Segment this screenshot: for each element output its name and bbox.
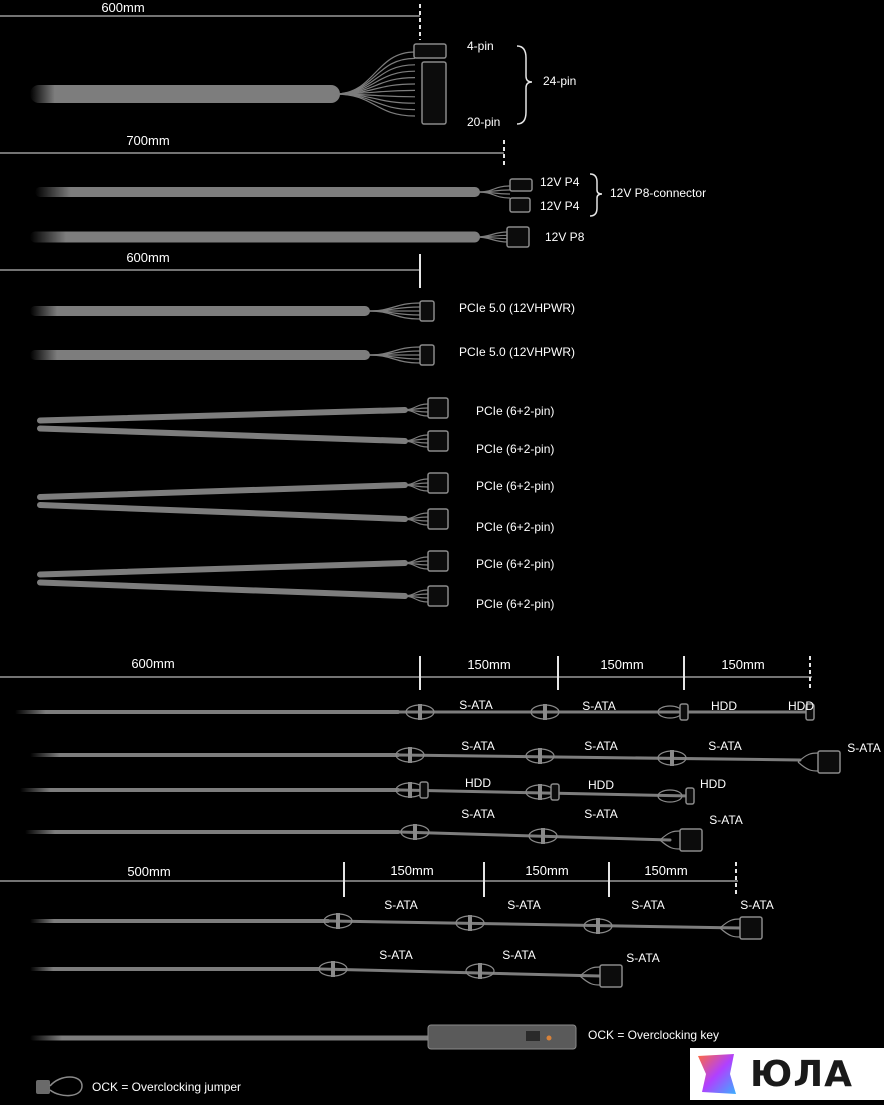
pcie-cable	[40, 410, 405, 421]
atx-cable	[30, 85, 340, 103]
sata-inline-connector	[468, 915, 472, 931]
pcie5-connector	[420, 301, 434, 321]
cpu-p8-label: 12V P8	[545, 230, 585, 244]
cpu-length-label: 700mm	[126, 133, 170, 148]
cpu-p8-connector	[507, 227, 529, 247]
atx-20pin-connector	[422, 62, 446, 124]
sata1-segment-label: 600mm	[131, 656, 175, 671]
cpu-p8-connector-label: 12V P8-connector	[610, 186, 707, 200]
pcie-6-2-connector	[428, 586, 448, 606]
sata2-label: S-ATA	[502, 948, 536, 962]
sata2-row1-cable	[330, 921, 740, 928]
sata-inline-connector	[336, 913, 340, 929]
atx-wire	[335, 65, 415, 94]
sata-inline-connector	[408, 747, 412, 763]
ock-key-switch	[526, 1031, 540, 1041]
pcie-6-2-label: PCIe (6+2-pin)	[476, 442, 555, 456]
sata-inline-connector	[541, 828, 545, 844]
sata-inline-connector	[418, 704, 422, 720]
sata1-label: S-ATA	[582, 699, 616, 713]
atx-24pin-label: 24-pin	[543, 74, 577, 88]
pcie-cable	[40, 429, 405, 442]
cpu-brace	[590, 174, 602, 216]
sata2-label: S-ATA	[507, 898, 541, 912]
pcie-6-2-connector	[428, 398, 448, 418]
atx-20pin-label: 20-pin	[467, 115, 501, 129]
sata-inline-connector	[596, 918, 600, 934]
sata1-label: S-ATA	[461, 807, 495, 821]
pcie-6-2-label: PCIe (6+2-pin)	[476, 404, 555, 418]
sata1-segment-label: 150mm	[600, 657, 644, 672]
ock-jumper-label: OCK = Overclocking jumper	[92, 1080, 242, 1094]
sata-end-connector	[740, 917, 762, 939]
sata2-segment-label: 150mm	[390, 863, 434, 878]
sata2-row1-cable	[30, 919, 330, 923]
sata-end-connector	[680, 829, 702, 851]
sata-inline-connector	[478, 963, 482, 979]
sata1-label: HDD	[700, 777, 726, 791]
pcie-6-2-label: PCIe (6+2-pin)	[476, 520, 555, 534]
sata2-label: S-ATA	[384, 898, 418, 912]
sata-end-connector	[818, 751, 840, 773]
sata-inline-connector	[413, 824, 417, 840]
sata-inline-connector	[543, 704, 547, 720]
atx-4pin-connector	[414, 44, 446, 58]
sata1-label: S-ATA	[847, 741, 881, 755]
atx-wire	[335, 52, 415, 94]
sata2-segment-label: 150mm	[644, 863, 688, 878]
hdd-molex-connector	[420, 782, 428, 798]
sata1-label: HDD	[465, 776, 491, 790]
sata1-row4-cable	[400, 832, 670, 840]
brand-logo-text: ЮЛА	[750, 1054, 854, 1095]
ock-key-cable	[30, 1036, 430, 1041]
sata2-label: S-ATA	[631, 898, 665, 912]
sata2-row2-cable	[320, 969, 600, 976]
cpu-p4b-label: 12V P4	[540, 199, 580, 213]
sata1-row4-cable	[25, 830, 400, 834]
sata1-segment-label: 150mm	[721, 657, 765, 672]
hdd-molex-connector	[551, 784, 559, 800]
sata-inline-connector	[331, 961, 335, 977]
ock-key-board	[428, 1025, 576, 1049]
pcie5-cable	[30, 350, 370, 360]
cpu-p4b-connector	[510, 198, 530, 212]
sata2-row2-cable	[30, 967, 320, 971]
pcie5-connector	[420, 345, 434, 365]
cpu-p4a-label: 12V P4	[540, 175, 580, 189]
sata1-label: HDD	[588, 778, 614, 792]
pcie-6-2-connector	[428, 551, 448, 571]
ock-key-label: OCK = Overclocking key	[588, 1028, 720, 1042]
pcie5-label: PCIe 5.0 (12VHPWR)	[459, 345, 576, 359]
sata1-label: S-ATA	[459, 698, 493, 712]
cpu-p8-cable	[30, 232, 480, 243]
sata1-label: S-ATA	[709, 813, 743, 827]
sata2-segment-label: 150mm	[525, 863, 569, 878]
ock-jumper-connector	[36, 1080, 50, 1094]
pcie-6-2-connector	[428, 509, 448, 529]
sata2-label: S-ATA	[626, 951, 660, 965]
sata1-segment-label: 150mm	[467, 657, 511, 672]
atx-length-label: 600mm	[101, 0, 145, 15]
sata2-segment-label: 500mm	[127, 864, 171, 879]
pcie-cable	[40, 563, 405, 575]
pcie-6-2-label: PCIe (6+2-pin)	[476, 597, 555, 611]
sata1-label: HDD	[788, 699, 814, 713]
pcie5-cable	[30, 306, 370, 316]
pcie5-label: PCIe 5.0 (12VHPWR)	[459, 301, 576, 315]
pcie-cable	[40, 505, 405, 519]
pcie-cable	[40, 485, 405, 497]
brand-watermark	[690, 1048, 884, 1100]
hdd-molex-connector	[686, 788, 694, 804]
sata1-label: S-ATA	[584, 807, 618, 821]
ock-jumper-loop	[50, 1077, 82, 1096]
sata1-label: S-ATA	[708, 739, 742, 753]
pcie-length-label: 600mm	[126, 250, 170, 265]
pcie-6-2-connector	[428, 431, 448, 451]
sata-inline-connector	[538, 748, 542, 764]
ock-key-led	[547, 1036, 552, 1041]
atx-brace	[517, 46, 532, 124]
sata1-label: S-ATA	[461, 739, 495, 753]
cpu-p4a-connector	[510, 179, 532, 191]
sata1-row2-cable	[400, 755, 800, 760]
sata-end-connector	[600, 965, 622, 987]
sata1-label: HDD	[711, 699, 737, 713]
atx-4pin-label: 4-pin	[467, 39, 494, 53]
wire	[798, 762, 818, 771]
pcie-6-2-connector	[428, 473, 448, 493]
atx-wire	[335, 94, 415, 116]
sata1-row3-cable	[400, 790, 690, 796]
hdd-molex-connector	[680, 704, 688, 720]
pcie-6-2-label: PCIe (6+2-pin)	[476, 557, 555, 571]
sata1-label: S-ATA	[584, 739, 618, 753]
sata1-row3-cable	[20, 788, 400, 792]
cpu-p8-connector-cable	[35, 187, 480, 197]
sata-inline-connector	[408, 782, 412, 798]
sata-inline-connector	[670, 750, 674, 766]
sata1-row1-cable	[15, 710, 400, 714]
sata1-row2-cable	[30, 753, 400, 757]
pcie-cable	[40, 583, 405, 597]
sata2-label: S-ATA	[740, 898, 774, 912]
pcie-6-2-label: PCIe (6+2-pin)	[476, 479, 555, 493]
sata2-label: S-ATA	[379, 948, 413, 962]
sata-inline-connector	[538, 784, 542, 800]
